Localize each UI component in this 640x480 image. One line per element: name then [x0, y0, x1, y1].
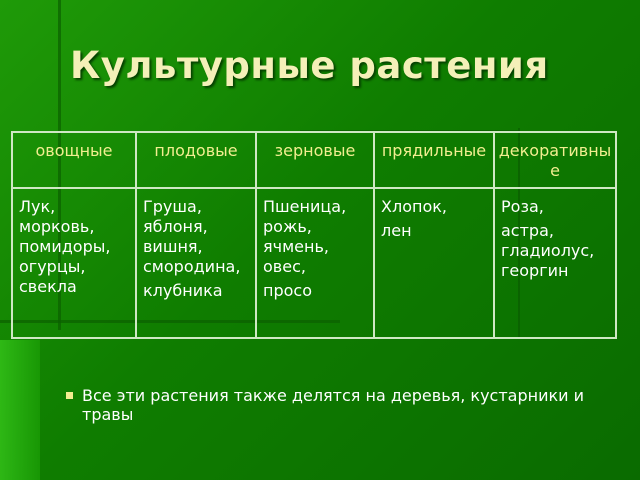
cell-text: свекла: [19, 277, 77, 296]
cell-text: лен: [381, 221, 412, 240]
cell-text: Пшеница,: [263, 197, 347, 216]
cell-vegetables: [12, 188, 136, 338]
cell-text: морковь,: [19, 217, 95, 236]
plants-table: [11, 131, 617, 339]
cell-fiber: [374, 188, 494, 338]
cell-text: астра,: [501, 221, 554, 240]
header-ornamental: декоративные: [494, 132, 616, 188]
cell-text: смородина,: [143, 257, 241, 276]
table-header-row: [12, 132, 616, 188]
bullet-square-icon: [66, 392, 73, 399]
bullet-text: Все эти растения также делятся на деревья, кустарники и травы: [82, 386, 585, 424]
table-row: [12, 188, 616, 338]
cell-text: яблоня,: [143, 217, 208, 236]
cell-text: вишня,: [143, 237, 203, 256]
cell-text: клубника: [143, 281, 223, 300]
header-fiber: прядильные: [374, 132, 494, 188]
cell-text: овес,: [263, 257, 306, 276]
cell-ornamental: [494, 188, 616, 338]
cell-text: рожь,: [263, 217, 312, 236]
cell-text: георгин: [501, 261, 569, 280]
cell-text: Роза,: [501, 197, 544, 216]
cell-text: огурцы,: [19, 257, 86, 276]
slide-title: Культурные растения: [70, 44, 549, 87]
header-fruit: плодовые: [136, 132, 256, 188]
cell-text: Хлопок,: [381, 197, 447, 216]
cell-fruit: [136, 188, 256, 338]
bullet-item: [66, 386, 586, 424]
cell-text: Груша,: [143, 197, 202, 216]
cell-grain: [256, 188, 374, 338]
decor-corner-gradient: [0, 340, 40, 480]
cell-text: просо: [263, 281, 312, 300]
cell-text: ячмень,: [263, 237, 329, 256]
cell-text: помидоры,: [19, 237, 111, 256]
header-grain: зерновые: [256, 132, 374, 188]
cell-text: гладиолус,: [501, 241, 595, 260]
cell-text: Лук,: [19, 197, 56, 216]
header-vegetables: овощные: [12, 132, 136, 188]
